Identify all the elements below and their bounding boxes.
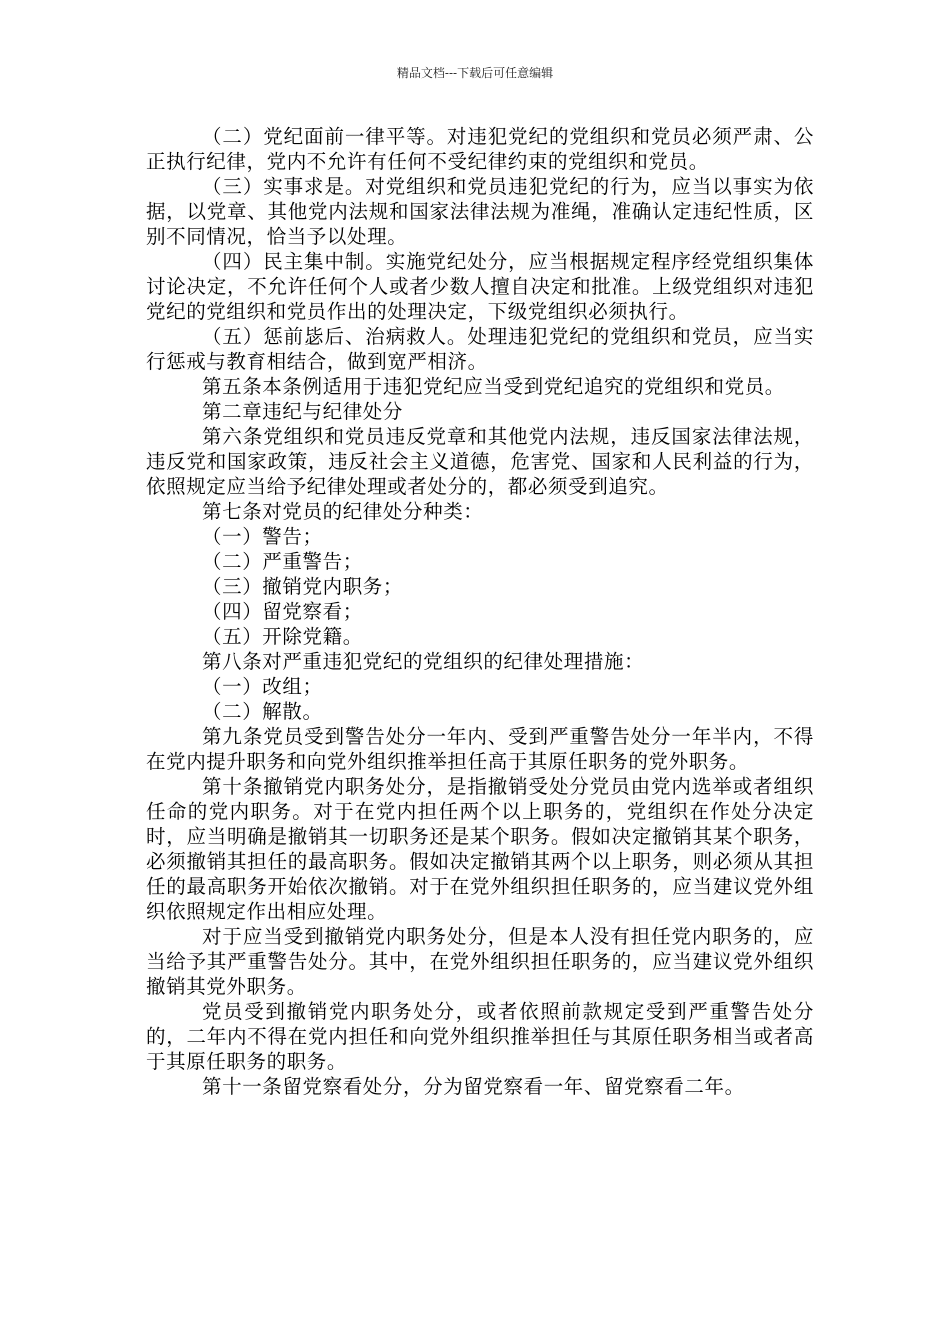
paragraph: 第十一条留党察看处分，分为留党察看一年、留党察看二年。	[202, 1075, 745, 1098]
paragraph: 第十条撤销党内职务处分，是指撤销受处分党员由党内选举或者组织任命的党内职务。对于在党内担任两个以上职务的，党组织在作处分决定时，应当明确是撤销其一切职务还是某个职务。假如决定撤销其某个职务，必须撤销其担任的最高职务。假如决定撤销其两个以上职务，则必须从其担任的最高职务开始依次撤销。对于在党外组织担任职务的，应当建议党外组织依照规定作出相应处理。	[146, 775, 814, 923]
document-body	[146, 124, 814, 1099]
page-header: 精品文档---下载后可任意编辑	[396, 66, 554, 80]
list-item: （二）解散。	[202, 700, 323, 723]
list-item: （一）警告；	[202, 525, 323, 548]
paragraph: （二）党纪面前一律平等。对违犯党纪的党组织和党员必须严肃、公正执行纪律，党内不允许有任何不受纪律约束的党组织和党员。	[146, 125, 814, 173]
list-item: （四）留党察看；	[202, 600, 363, 623]
paragraph: 第五条本条例适用于违犯党纪应当受到党纪追究的党组织和党员。	[202, 375, 785, 398]
paragraph: 对于应当受到撤销党内职务处分，但是本人没有担任党内职务的，应当给予其严重警告处分。其中，在党外组织担任职务的，应当建议党外组织撤销其党外职务。	[146, 925, 814, 998]
paragraph: （三）实事求是。对党组织和党员违犯党纪的行为，应当以事实为依据，以党章、其他党内法规和国家法律法规为准绳，准确认定违纪性质，区别不同情况，恰当予以处理。	[146, 175, 814, 248]
paragraph: 第七条对党员的纪律处分种类：	[202, 500, 484, 523]
paragraph: （四）民主集中制。实施党纪处分，应当根据规定程序经党组织集体讨论决定，不允许任何个人或者少数人擅自决定和批准。上级党组织对违犯党纪的党组织和党员作出的处理决定，下级党组织必须执行。	[146, 250, 814, 323]
list-item: （二）严重警告；	[202, 550, 363, 573]
list-item: （三）撤销党内职务；	[202, 575, 404, 598]
paragraph: 第八条对严重违犯党纪的党组织的纪律处理措施：	[202, 650, 645, 673]
paragraph: 党员受到撤销党内职务处分，或者依照前款规定受到严重警告处分的，二年内不得在党内担任和向党外组织推举担任与其原任职务相当或者高于其原任职务的职务。	[146, 1000, 814, 1073]
list-item: （一）改组；	[202, 675, 323, 698]
paragraph: 第九条党员受到警告处分一年内、受到严重警告处分一年半内，不得在党内提升职务和向党外组织推举担任高于其原任职务的党外职务。	[146, 725, 814, 773]
list-item: （五）开除党籍。	[202, 625, 363, 648]
paragraph: （五）惩前毖后、治病救人。处理违犯党纪的党组织和党员，应当实行惩戒与教育相结合，做到宽严相济。	[146, 325, 814, 373]
chapter-heading: 第二章违纪与纪律处分	[202, 400, 404, 423]
paragraph: 第六条党组织和党员违反党章和其他党内法规，违反国家法律法规，违反党和国家政策，违反社会主义道德，危害党、国家和人民利益的行为，依照规定应当给予纪律处理或者处分的，都必须受到追究。	[146, 425, 814, 498]
